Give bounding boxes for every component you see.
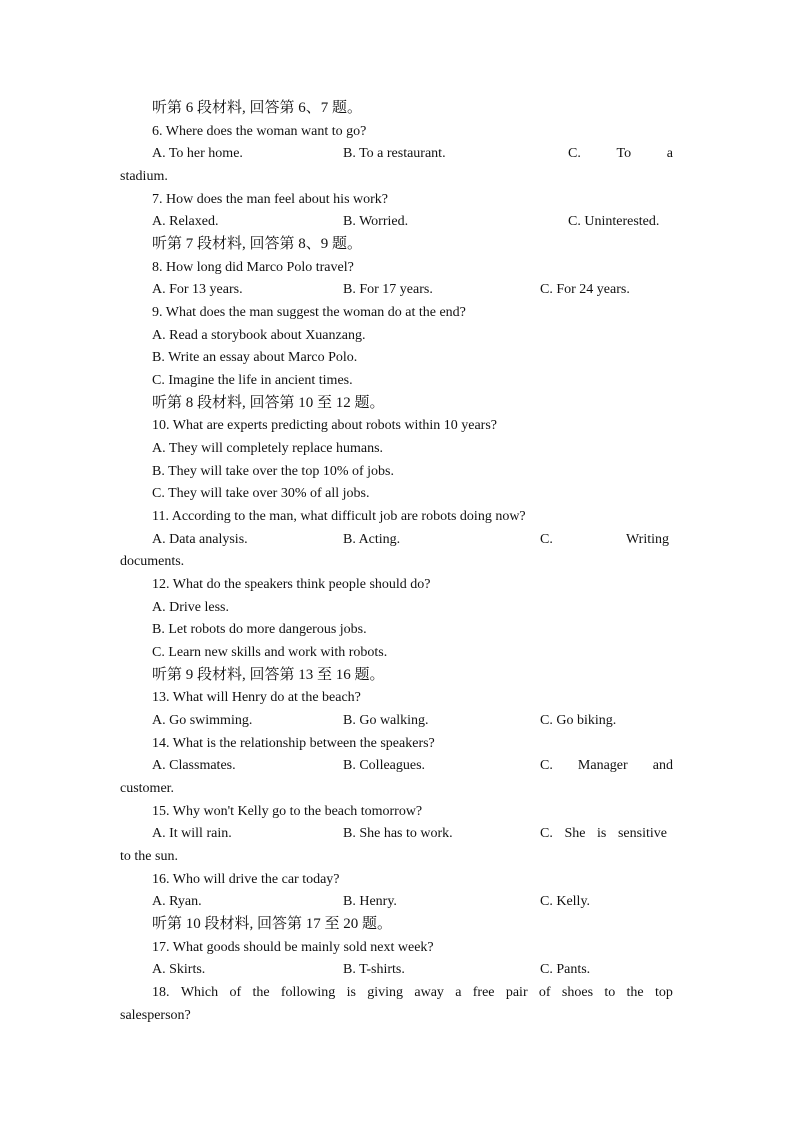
question-text: 9. What does the man suggest the woman do at the end? <box>152 305 466 320</box>
option-c-word: Manager <box>577 758 628 773</box>
question-text: 8. How long did Marco Polo travel? <box>152 260 354 275</box>
option-b: B. Let robots do more dangerous jobs. <box>152 622 367 637</box>
question-text: 15. Why won't Kelly go to the beach tomorrow? <box>152 804 423 819</box>
option-a: A. For 13 years. <box>152 282 243 297</box>
option-c: C. Learn new skills and work with robots. <box>152 645 388 660</box>
option-c-word: C. <box>540 758 553 773</box>
section-header: 听第 6 段材料, 回答第 6、7 题。 <box>152 100 363 116</box>
option-a: A. Go swimming. <box>152 713 253 728</box>
question-word: top <box>654 985 673 1000</box>
option-c <box>568 144 673 164</box>
question-word: shoes <box>561 985 594 1000</box>
question-word: a <box>455 985 462 1000</box>
question-word: to <box>604 985 616 1000</box>
option-c <box>540 824 667 844</box>
question-word: the <box>626 985 644 1000</box>
option-b: B. For 17 years. <box>343 282 433 297</box>
section-header: 听第 7 段材料, 回答第 8、9 题。 <box>152 236 363 252</box>
section-header: 听第 10 段材料, 回答第 17 至 20 题。 <box>152 916 393 932</box>
option-c-word: C. <box>540 826 553 841</box>
option-c-continued: stadium. <box>120 169 168 184</box>
question-word: of <box>229 985 242 1000</box>
section-header: 听第 9 段材料, 回答第 13 至 16 题。 <box>152 667 385 683</box>
option-c-word: C. <box>568 146 581 161</box>
option-b: B. To a restaurant. <box>343 146 446 161</box>
option-c-continued: customer. <box>120 781 175 796</box>
option-b: B. She has to work. <box>343 826 453 841</box>
question-text: 7. How does the man feel about his work? <box>152 192 388 207</box>
option-c-word: C. <box>540 532 553 547</box>
question-text: 6. Where does the woman want to go? <box>152 124 367 139</box>
section-header: 听第 8 段材料, 回答第 10 至 12 题。 <box>152 395 385 411</box>
option-b: B. They will take over the top 10% of jobs. <box>152 464 394 479</box>
option-a: A. Relaxed. <box>152 214 219 229</box>
option-a: A. Ryan. <box>152 894 202 909</box>
option-c: C. Go biking. <box>540 713 617 728</box>
question-word: of <box>538 985 551 1000</box>
option-a: A. Read a storybook about Xuanzang. <box>152 328 366 343</box>
option-a: A. It will rain. <box>152 826 232 841</box>
question-text: 13. What will Henry do at the beach? <box>152 690 361 705</box>
option-c: C. They will take over 30% of all jobs. <box>152 486 370 501</box>
option-a: A. To her home. <box>152 146 243 161</box>
option-b: B. Write an essay about Marco Polo. <box>152 350 358 365</box>
option-c-word: Writing <box>626 532 669 547</box>
option-c-word: a <box>666 146 673 161</box>
option-b: B. Henry. <box>343 894 397 909</box>
option-c-word: and <box>652 758 673 773</box>
question-word: Which <box>180 985 219 1000</box>
question-text-continued: salesperson? <box>120 1008 191 1023</box>
question-text: 10. What are experts predicting about robots within 10 years? <box>152 418 497 433</box>
question-word: the <box>252 985 270 1000</box>
question-word: following <box>280 985 336 1000</box>
question-word: giving <box>367 985 404 1000</box>
option-b: B. Acting. <box>343 532 401 547</box>
option-a: A. Data analysis. <box>152 532 248 547</box>
question-word: pair <box>505 985 528 1000</box>
option-c: C. For 24 years. <box>540 282 630 297</box>
option-b: B. Colleagues. <box>343 758 426 773</box>
question-word: free <box>472 985 495 1000</box>
option-c-word: She <box>564 826 586 841</box>
option-b: B. T-shirts. <box>343 962 405 977</box>
question-text: 14. What is the relationship between the speakers? <box>152 736 435 751</box>
option-c-continued: to the sun. <box>120 849 178 864</box>
question-word: is <box>346 985 356 1000</box>
option-b: B. Go walking. <box>343 713 429 728</box>
option-c: C. Kelly. <box>540 894 591 909</box>
question-text: 11. According to the man, what difficult job are robots doing now? <box>152 509 526 524</box>
option-c: C. Uninterested. <box>568 214 660 229</box>
option-c-continued: documents. <box>120 554 185 569</box>
option-c-word: sensitive <box>617 826 667 841</box>
question-text: 12. What do the speakers think people should do? <box>152 577 431 592</box>
option-c-word: To <box>616 146 632 161</box>
question-text <box>152 983 673 1003</box>
option-b: B. Worried. <box>343 214 409 229</box>
option-c <box>540 530 669 550</box>
option-a: A. Drive less. <box>152 600 229 615</box>
option-a: A. Skirts. <box>152 962 206 977</box>
option-c <box>540 756 673 776</box>
option-a: A. Classmates. <box>152 758 236 773</box>
question-text: 17. What goods should be mainly sold next week? <box>152 940 434 955</box>
option-c: C. Pants. <box>540 962 591 977</box>
question-word: away <box>414 985 444 1000</box>
option-c: C. Imagine the life in ancient times. <box>152 373 353 388</box>
option-a: A. They will completely replace humans. <box>152 441 384 456</box>
question-word: 18. <box>152 985 170 1000</box>
question-text: 16. Who will drive the car today? <box>152 872 340 887</box>
option-c-word: is <box>597 826 607 841</box>
